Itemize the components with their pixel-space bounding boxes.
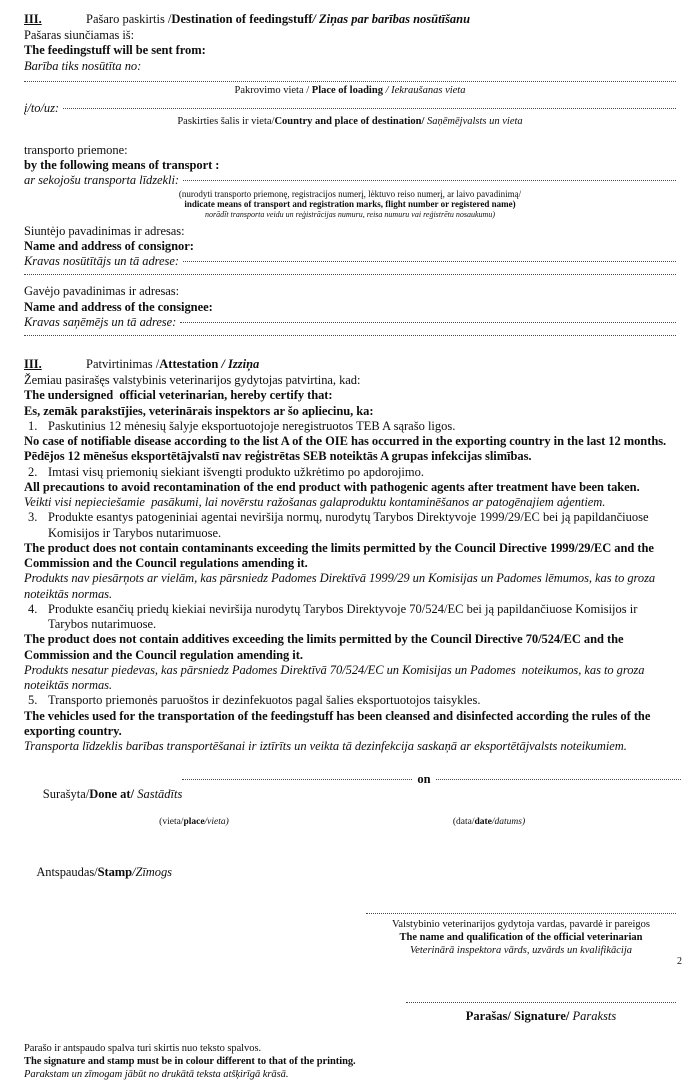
consignor-input-line-1[interactable] [183,261,676,262]
date-caption-lv: /datums) [491,817,526,828]
place-caption [24,817,324,827]
done-at-date-input[interactable] [436,779,681,780]
done-at-captions [24,817,676,827]
attestation-item-5-lv: Transporta līdzeklis barības transportēšanai ir iztīrīts un veikta tā dezinfekcija saskaņā ar eksportētājvalsts noteikumiem. [24,739,627,754]
transport-note-lt: (nurodyti transporto priemonę, registracijos numerį, lėktuvo reiso numerį, ar laivo pavadinimą/ [178,188,522,199]
destination-caption [24,116,676,128]
destination-caption-lv: Saņēmējvalsts un vieta [424,116,523,128]
consignee-input-line-1[interactable] [180,322,676,323]
transport-input-line[interactable] [183,180,676,181]
attestation-item-5-number: 5. [28,693,38,708]
footnote-block [24,1042,676,1081]
footnote-en: The signature and stamp must be in colour different to that of the printing. [24,1055,356,1067]
attestation-item-2-number: 2. [28,464,38,479]
attestation-intro-lv: Es, zemāk parakstījies, veterinārais inspektors ar šo apliecinu, ka: [24,403,374,418]
attestation-item-1-lv: Pēdējos 12 mēnešus eksportētājvalstī nav reģistrētas SEB noteiktās A grupas infekcijas slimības. [24,449,532,464]
stamp-label-lt: Antspaudas/ [36,864,98,879]
attestation-item-2-lt-row [24,465,676,480]
destination-caption-lt: Paskirties šalis ir vieta/ [177,116,275,128]
attestation-item-5-lt-row [24,693,676,708]
attestation-item-4-number: 4. [28,601,38,616]
footnote-lv: Parakstam un zīmogam jābūt no drukātā teksta atšķirīgā krāsā. [24,1068,289,1080]
attestation-item-1-en: No case of notifiable disease according to the list A of the OIE has occurred in the exporting country in the last 12 months. [24,434,667,449]
stamp-label-en: Stamp [97,864,133,879]
section-destination-number: III. [24,12,42,26]
attestation-item-3-lv: Produkts nav piesārņots ar vielām, kas pārsniedz Padomes Direktīvā 1999/29 un Komisijas un Padomes lēmumos, kas to groza noteiktās normas. [24,571,659,601]
attestation-item-2-lt: Imtasi visų priemonių siekiant išvengti produkto užkrėtimo po apdorojimo. [48,464,424,479]
signature-line-block [406,1002,676,1024]
vet-name-input-line[interactable] [366,913,676,914]
signature-input-line[interactable] [406,1002,676,1003]
attestation-item-2-en: All precautions to avoid recontamination of the end product with pathogenic agents after treatment have been taken. [24,479,640,494]
attestation-item-1-lt: Paskutinius 12 mėnesių šalyje eksportuotojoje neregistruotos TEB A sąrašo ligos. [48,418,456,433]
on-label: on [417,772,431,787]
consignee-field[interactable] [24,315,676,330]
date-caption-en: date [474,817,492,828]
section-attestation-title-lv: / Izziņa [218,357,260,372]
vet-name-lv: Veterinārā inspektora vārds, uzvārds un kvalifikācija [409,944,633,956]
consignor-input-line-2[interactable] [24,274,676,275]
attestation-item-4-lt: Produkte esančių priedų kiekiai neviršija nurodytų Tarybos Direktyvoje 70/524/EC bei ją papildančiuose Komisijos ir Tarybos nutarimuose. [48,601,638,632]
done-at-lv: Sastādīts [134,787,183,802]
date-caption-lt: (data/ [452,817,475,828]
section-attestation-number: III. [24,357,42,372]
loading-caption-en: Place of loading [311,84,383,96]
place-of-loading-caption [24,85,676,97]
sent-from-lv: Barība tiks nosūtīta no: [24,58,142,73]
transport-en: by the following means of transport : [24,158,220,172]
attestation-item-4-lv: Produkts nesatur piedevas, kas pārsniedz Padomes Direktīvā 70/524/EC un Komisijas un Padomes noteikumos, kas to groza noteiktās normas. [24,662,648,693]
attestation-intro-en: The undersigned official veterinarian, hereby certify that: [24,388,333,403]
section-destination-title-en: Destination of feedingstuff [171,12,313,26]
done-at-row[interactable] [24,772,676,817]
sent-from-en: The feedingstuff will be sent from: [24,43,206,58]
to-label: į/to/uz: [24,101,60,116]
loading-caption-lv: / Iekraušanas vieta [382,84,466,96]
signature-caption-lt: Parašas/ [465,1008,511,1023]
attestation-item-3-lt: Produkte esantys patogeniniai agentai neviršija normų, nurodytų Tarybos Direktyvoje 1999/29/EC bei ją papildančiuose Komisijos ir Tarybos nutarimuose. [48,510,649,540]
sent-from-lt: Pašaras siunčiamas iš: [24,28,134,42]
section-attestation-heading [24,357,676,372]
attestation-item-4-lt-row [24,602,676,633]
destination-caption-en: Country and place of destination/ [274,116,425,128]
consignor-field[interactable] [24,254,676,269]
place-of-loading-input-line[interactable] [24,81,676,82]
transport-lv: ar sekojošu transporta līdzekli: [24,173,179,188]
vet-name-lt: Valstybinio veterinarijos gydytoja vardas, pavardė ir pareigos [391,919,651,931]
transport-field[interactable] [24,173,676,188]
section-attestation-title-en: Attestation [159,357,219,372]
transport-lt: transporto priemone: [24,142,128,157]
section-destination-title-lt: Pašaro paskirtis / [86,12,172,26]
transport-note-en: indicate means of transport and registration marks, flight number or registered name) [184,199,516,210]
section-destination-heading [24,12,676,27]
consignor-en: Name and address of consignor: [24,238,194,253]
consignee-en: Name and address of the consignee: [24,299,213,314]
date-caption [324,817,654,827]
consignee-input-line-2[interactable] [24,335,676,336]
place-caption-lv: /vieta) [204,817,229,828]
attestation-intro-lt: Žemiau pasirašęs valstybinis veterinarijos gydytojas patvirtina, kad: [24,373,361,388]
consignee-lv: Kravas saņēmējs un tā adrese: [24,314,177,329]
vet-name-en: The name and qualification of the official veterinarian [399,931,643,943]
attestation-item-3-number: 3. [28,510,38,525]
signature-caption-lv: Paraksts [569,1008,617,1023]
attestation-item-1-lt-row [24,419,676,434]
signature-caption [406,1009,676,1024]
section-destination-title-lv: / Ziņas par barības nosūtīšanu [312,12,471,26]
signature-caption-en: Signature/ [510,1008,570,1023]
done-at-place-input[interactable] [182,779,412,780]
attestation-item-5-en: The vehicles used for the transportation of the feedingstuff has been cleansed and disinfected according the rules of the exporting country. [24,708,654,738]
transport-note-lv: norādīt transporta veidu un reģistrācijas numuru, reisa numuru vai reģistrētu nosaukumu) [205,210,495,220]
destination-input-line[interactable] [63,108,676,109]
destination-field[interactable] [24,101,676,116]
vet-name-block [366,913,676,957]
stamp-label [24,849,676,895]
stamp-label-lv: /Zīmogs [132,864,172,879]
attestation-item-3-lt-row [24,510,676,541]
place-caption-lt: (vieta/ [159,817,184,828]
page-number: 2 [677,956,682,967]
consignor-lv: Kravas nosūtītājs un tā adrese: [24,254,179,269]
place-caption-en: place [183,817,205,828]
done-at-lt: Surašyta/ [42,787,90,802]
loading-caption-lt: Pakrovimo vieta / [234,84,312,96]
done-at-en: Done at/ [89,787,135,802]
consignee-lt: Gavėjo pavadinimas ir adresas: [24,284,180,299]
attestation-item-3-en: The product does not contain contaminants exceeding the limits permitted by the Council Directive 1999/29/EC and the Commission and the Council regulations amending it. [24,540,657,571]
attestation-item-2-lv: Veikti visi nepieciešamie pasākumi, lai novērstu ražošanas galaproduktu kontaminēšanos ar patogēnajiem aģentiem. [24,495,606,510]
attestation-item-1-number: 1. [28,418,38,433]
attestation-item-4-en: The product does not contain additives exceeding the limits permitted by the Council Directive 70/524/EC and the Commission and the Council regulation amending it. [24,632,627,662]
footnote-lt: Parašo ir antspaudo spalva turi skirtis nuo teksto spalvos. [24,1042,262,1054]
attestation-item-5-lt: Transporto priemonės paruoštos ir dezinfekuotos pagal šalies eksportuotojos taisykles. [48,693,481,708]
section-attestation-title-lt: Patvirtinimas / [86,357,160,372]
consignor-lt: Siuntėjo pavadinimas ir adresas: [24,223,185,238]
